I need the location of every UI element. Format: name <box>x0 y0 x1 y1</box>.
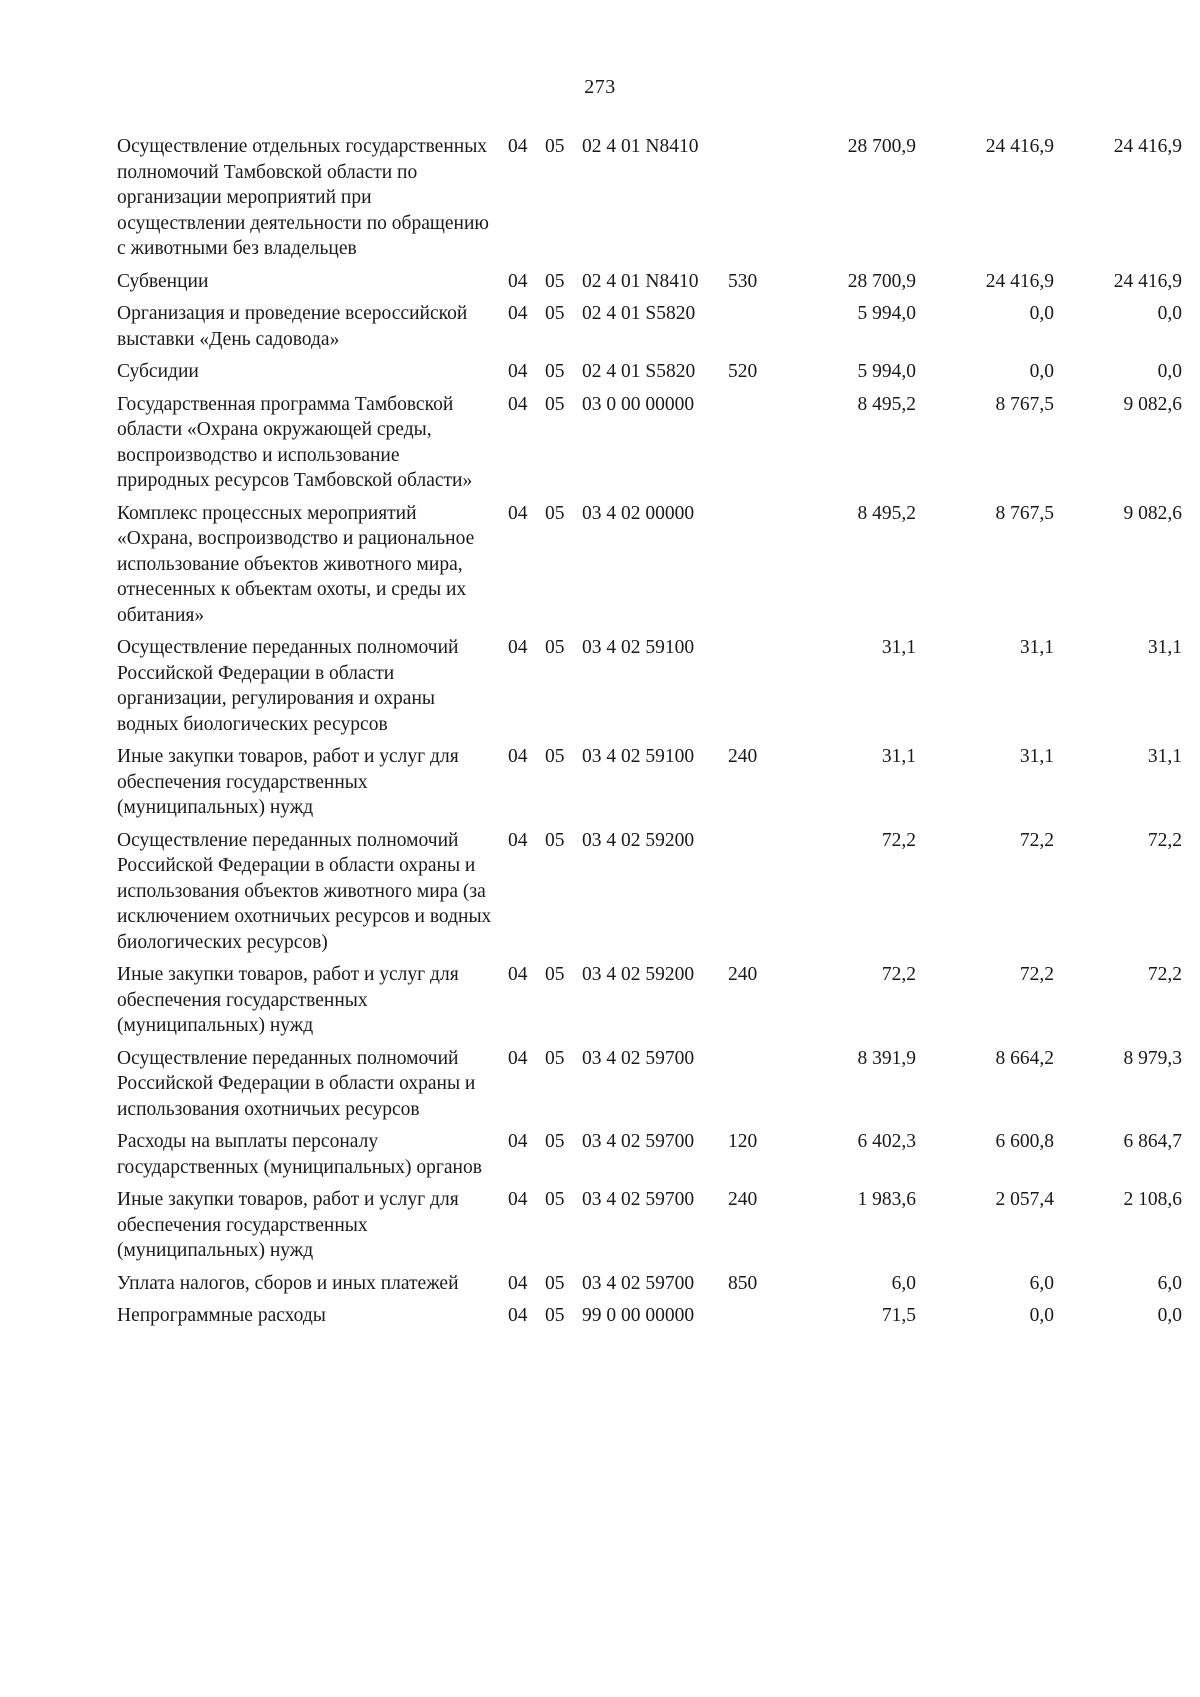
row-name-cell: Субвенции <box>117 270 209 292</box>
amount-year-2-cell: 0,0 <box>1029 361 1054 382</box>
subsection-code-cell: 05 <box>545 829 565 851</box>
amount-year-1-cell: 72,2 <box>881 829 916 851</box>
amount-year-2-cell: 2 057,4 <box>995 1189 1054 1210</box>
subsection-code-cell: 05 <box>545 637 565 658</box>
section-code-cell: 04 <box>508 361 528 382</box>
expense-type-code-cell: 240 <box>728 964 758 985</box>
amount-year-3-cell: 31,1 <box>1147 746 1182 767</box>
target-article-code-cell: 03 4 02 00000 <box>582 502 695 524</box>
subsection-code-cell: 05 <box>545 502 565 524</box>
target-article-code-cell: 03 4 02 59200 <box>582 829 695 851</box>
expense-type-code-cell <box>728 134 788 269</box>
row-name-cell: Осуществление переданных полномочий Российской Федерации в области организации, регулирования и охраны водных биологических ресурсов <box>117 637 459 735</box>
amount-year-3-cell: 24 416,9 <box>1113 270 1182 292</box>
amount-year-3-cell: 72,2 <box>1147 964 1182 985</box>
amount-year-3-cell: 9 082,6 <box>1123 502 1182 524</box>
table-row <box>117 269 1182 302</box>
row-name-cell: Осуществление переданных полномочий Российской Федерации в области охраны и использования охотничьих ресурсов <box>117 1047 476 1120</box>
amount-year-1-cell: 72,2 <box>881 964 916 985</box>
table-body <box>117 134 1182 1336</box>
amount-year-3-cell: 0,0 <box>1157 303 1182 324</box>
section-code-cell: 04 <box>508 502 528 524</box>
table-row <box>117 1129 1182 1187</box>
amount-year-1-cell: 31,1 <box>881 746 916 767</box>
row-name-cell: Иные закупки товаров, работ и услуг для обеспечения государственных (муниципальных) нужд <box>117 746 459 818</box>
expense-type-code-cell <box>728 828 788 963</box>
target-article-code-cell: 03 4 02 59200 <box>582 964 695 985</box>
amount-year-2-cell: 8 767,5 <box>995 393 1054 415</box>
amount-year-1-cell: 31,1 <box>881 637 916 658</box>
subsection-code-cell: 05 <box>545 1189 565 1210</box>
subsection-code-cell: 05 <box>545 964 565 985</box>
table-row <box>117 962 1182 1046</box>
amount-year-2-cell: 24 416,9 <box>985 136 1054 157</box>
target-article-code-cell: 03 4 02 59100 <box>582 746 695 767</box>
target-article-code-cell: 02 4 01 S5820 <box>582 361 696 382</box>
amount-year-3-cell: 0,0 <box>1157 361 1182 382</box>
row-name-cell: Иные закупки товаров, работ и услуг для обеспечения государственных (муниципальных) нужд <box>117 1189 459 1261</box>
table-row <box>117 744 1182 828</box>
amount-year-2-cell: 24 416,9 <box>985 270 1054 292</box>
row-name-cell: Расходы на выплаты персоналу государственных (муниципальных) органов <box>117 1131 482 1178</box>
table-row <box>117 301 1182 359</box>
table-row <box>117 828 1182 963</box>
target-article-code-cell: 02 4 01 N8410 <box>582 270 699 292</box>
amount-year-3-cell: 6 864,7 <box>1123 1131 1182 1152</box>
amount-year-3-cell: 31,1 <box>1147 637 1182 658</box>
subsection-code-cell: 05 <box>545 270 565 292</box>
amount-year-2-cell: 6,0 <box>1029 1272 1054 1294</box>
target-article-code-cell: 03 4 02 59100 <box>582 637 695 658</box>
amount-year-3-cell: 24 416,9 <box>1113 136 1182 157</box>
amount-year-3-cell: 8 979,3 <box>1123 1047 1182 1069</box>
section-code-cell: 04 <box>508 270 528 292</box>
section-code-cell: 04 <box>508 1272 528 1294</box>
target-article-code-cell: 03 4 02 59700 <box>582 1047 695 1069</box>
expense-type-code-cell: 240 <box>728 746 758 767</box>
amount-year-3-cell: 6,0 <box>1157 1272 1182 1294</box>
expense-type-code-cell <box>728 501 788 636</box>
section-code-cell: 04 <box>508 964 528 985</box>
subsection-code-cell: 05 <box>545 361 565 382</box>
row-name-cell: Иные закупки товаров, работ и услуг для обеспечения государственных (муниципальных) нужд <box>117 964 459 1036</box>
subsection-code-cell: 05 <box>545 303 565 324</box>
amount-year-2-cell: 0,0 <box>1029 303 1054 324</box>
expense-type-code-cell: 120 <box>728 1131 758 1152</box>
row-name-cell: Государственная программа Тамбовской области «Охрана окружающей среды, воспроизводство и использование природных ресурсов Тамбовской области» <box>117 393 473 491</box>
amount-year-2-cell: 0,0 <box>1029 1305 1054 1326</box>
row-name-cell: Организация и проведение всероссийской выставки «День садовода» <box>117 303 468 350</box>
table-row <box>117 392 1182 501</box>
section-code-cell: 04 <box>508 637 528 658</box>
target-article-code-cell: 03 0 00 00000 <box>582 393 695 415</box>
table-row <box>117 1303 1182 1336</box>
amount-year-3-cell: 72,2 <box>1147 829 1182 851</box>
expense-type-code-cell: 520 <box>728 361 758 382</box>
section-code-cell: 04 <box>508 136 528 157</box>
section-code-cell: 04 <box>508 829 528 851</box>
amount-year-2-cell: 8 664,2 <box>995 1047 1054 1069</box>
amount-year-3-cell: 9 082,6 <box>1123 393 1182 415</box>
amount-year-2-cell: 72,2 <box>1019 964 1054 985</box>
row-name-cell: Осуществление отдельных государственных полномочий Тамбовской области по организации мероприятий при осуществлении деятельности по обращению с животными без владельцев <box>117 136 489 259</box>
expense-type-code-cell: 240 <box>728 1189 758 1210</box>
table-row <box>117 1187 1182 1271</box>
amount-year-2-cell: 72,2 <box>1019 829 1054 851</box>
amount-year-1-cell: 5 994,0 <box>857 361 916 382</box>
amount-year-3-cell: 2 108,6 <box>1123 1189 1182 1210</box>
amount-year-3-cell: 0,0 <box>1157 1305 1182 1326</box>
amount-year-1-cell: 1 983,6 <box>857 1189 916 1210</box>
amount-year-2-cell: 8 767,5 <box>995 502 1054 524</box>
section-code-cell: 04 <box>508 303 528 324</box>
amount-year-1-cell: 6,0 <box>891 1272 916 1294</box>
expense-type-code-cell: 850 <box>728 1272 758 1294</box>
section-code-cell: 04 <box>508 1131 528 1152</box>
table-row <box>117 501 1182 636</box>
section-code-cell: 04 <box>508 1189 528 1210</box>
table-row <box>117 359 1182 392</box>
section-code-cell: 04 <box>508 746 528 767</box>
table-row <box>117 134 1182 269</box>
row-name-cell: Уплата налогов, сборов и иных платежей <box>117 1272 459 1294</box>
target-article-code-cell: 02 4 01 N8410 <box>582 136 699 157</box>
target-article-code-cell: 03 4 02 59700 <box>582 1131 695 1152</box>
expense-type-code-cell <box>728 1046 788 1130</box>
budget-table <box>117 134 1182 1336</box>
amount-year-1-cell: 5 994,0 <box>857 303 916 324</box>
expense-type-code-cell <box>728 392 788 501</box>
row-name-cell: Непрограммные расходы <box>117 1305 326 1326</box>
amount-year-1-cell: 71,5 <box>881 1305 916 1326</box>
amount-year-1-cell: 8 495,2 <box>857 502 916 524</box>
subsection-code-cell: 05 <box>545 1131 565 1152</box>
section-code-cell: 04 <box>508 393 528 415</box>
expense-type-code-cell <box>728 635 788 744</box>
target-article-code-cell: 02 4 01 S5820 <box>582 303 696 324</box>
table-row <box>117 635 1182 744</box>
amount-year-2-cell: 31,1 <box>1019 746 1054 767</box>
section-code-cell: 04 <box>508 1047 528 1069</box>
amount-year-1-cell: 28 700,9 <box>847 270 916 292</box>
expense-type-code-cell: 530 <box>728 270 758 292</box>
row-name-cell: Осуществление переданных полномочий Российской Федерации в области охраны и использования объектов животного мира (за исключением охотничьих ресурсов и водных биологических ресурсов) <box>117 829 492 953</box>
subsection-code-cell: 05 <box>545 746 565 767</box>
subsection-code-cell: 05 <box>545 1272 565 1294</box>
row-name-cell: Комплекс процессных мероприятий «Охрана, воспроизводство и рациональное использование объектов животного мира, отнесенных к объектам охоты, и среды их обитания» <box>117 502 475 626</box>
subsection-code-cell: 05 <box>545 393 565 415</box>
target-article-code-cell: 99 0 00 00000 <box>582 1305 695 1326</box>
amount-year-2-cell: 31,1 <box>1019 637 1054 658</box>
section-code-cell: 04 <box>508 1305 528 1326</box>
subsection-code-cell: 05 <box>545 136 565 157</box>
table-row <box>117 1046 1182 1130</box>
expense-type-code-cell <box>728 301 788 359</box>
amount-year-1-cell: 6 402,3 <box>857 1131 916 1152</box>
target-article-code-cell: 03 4 02 59700 <box>582 1272 695 1294</box>
page-number: 273 <box>584 76 616 98</box>
amount-year-1-cell: 8 391,9 <box>857 1047 916 1069</box>
row-name-cell: Субсидии <box>117 361 199 382</box>
expense-type-code-cell <box>728 1303 788 1336</box>
table-row <box>117 1271 1182 1304</box>
amount-year-1-cell: 8 495,2 <box>857 393 916 415</box>
subsection-code-cell: 05 <box>545 1305 565 1326</box>
subsection-code-cell: 05 <box>545 1047 565 1069</box>
target-article-code-cell: 03 4 02 59700 <box>582 1189 695 1210</box>
amount-year-1-cell: 28 700,9 <box>847 136 916 157</box>
amount-year-2-cell: 6 600,8 <box>995 1131 1054 1152</box>
